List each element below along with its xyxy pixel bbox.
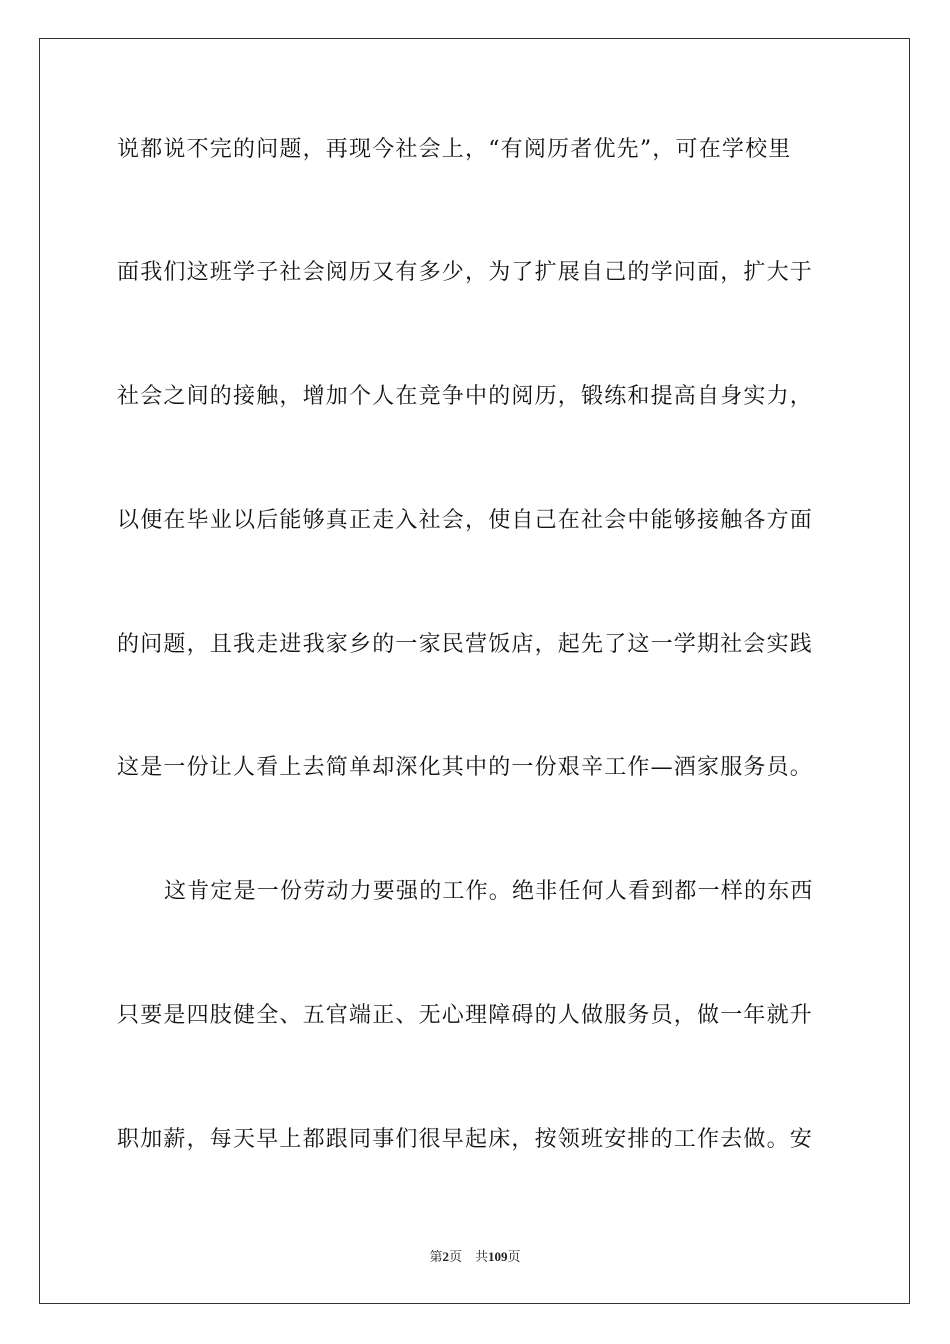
text-line-7-paragraph-start: 这肯定是一份劳动力要强的工作。绝非任何人看到都一样的东西 (164, 879, 814, 904)
page-suffix: 页 (448, 1249, 462, 1264)
text-line-5: 的问题，且我走进我家乡的一家民营饭店，起先了这一学期社会实践 (117, 632, 814, 657)
text-line-2: 面我们这班学子社会阅历又有多少，为了扩展自己的学问面，扩大于 (117, 260, 814, 285)
text-line-6: 这是一份让人看上去简单却深化其中的一份艰辛工作—酒家服务员。 (117, 755, 814, 780)
text-line-9: 职加薪，每天早上都跟同事们很早起床，按领班安排的工作去做。安 (117, 1127, 814, 1152)
text-line-3: 社会之间的接触，增加个人在竞争中的阅历，锻练和提高自身实力， (117, 384, 814, 409)
text-line-8: 只要是四肢健全、五官端正、无心理障碍的人做服务员，做一年就升 (117, 1003, 814, 1028)
page-border (39, 38, 910, 1304)
text-line-1: 说都说不完的问题，再现今社会上，“有阅历者优先”，可在学校里 (117, 137, 792, 162)
total-prefix: 共 (475, 1249, 489, 1264)
page-footer (0, 1248, 950, 1266)
total-suffix: 页 (507, 1249, 521, 1264)
total-pages: 109 (488, 1249, 508, 1264)
page-prefix: 第 (429, 1249, 443, 1264)
page-number: 2 (442, 1249, 449, 1264)
text-line-4: 以便在毕业以后能够真正走入社会，使自己在社会中能够接触各方面 (117, 508, 814, 533)
